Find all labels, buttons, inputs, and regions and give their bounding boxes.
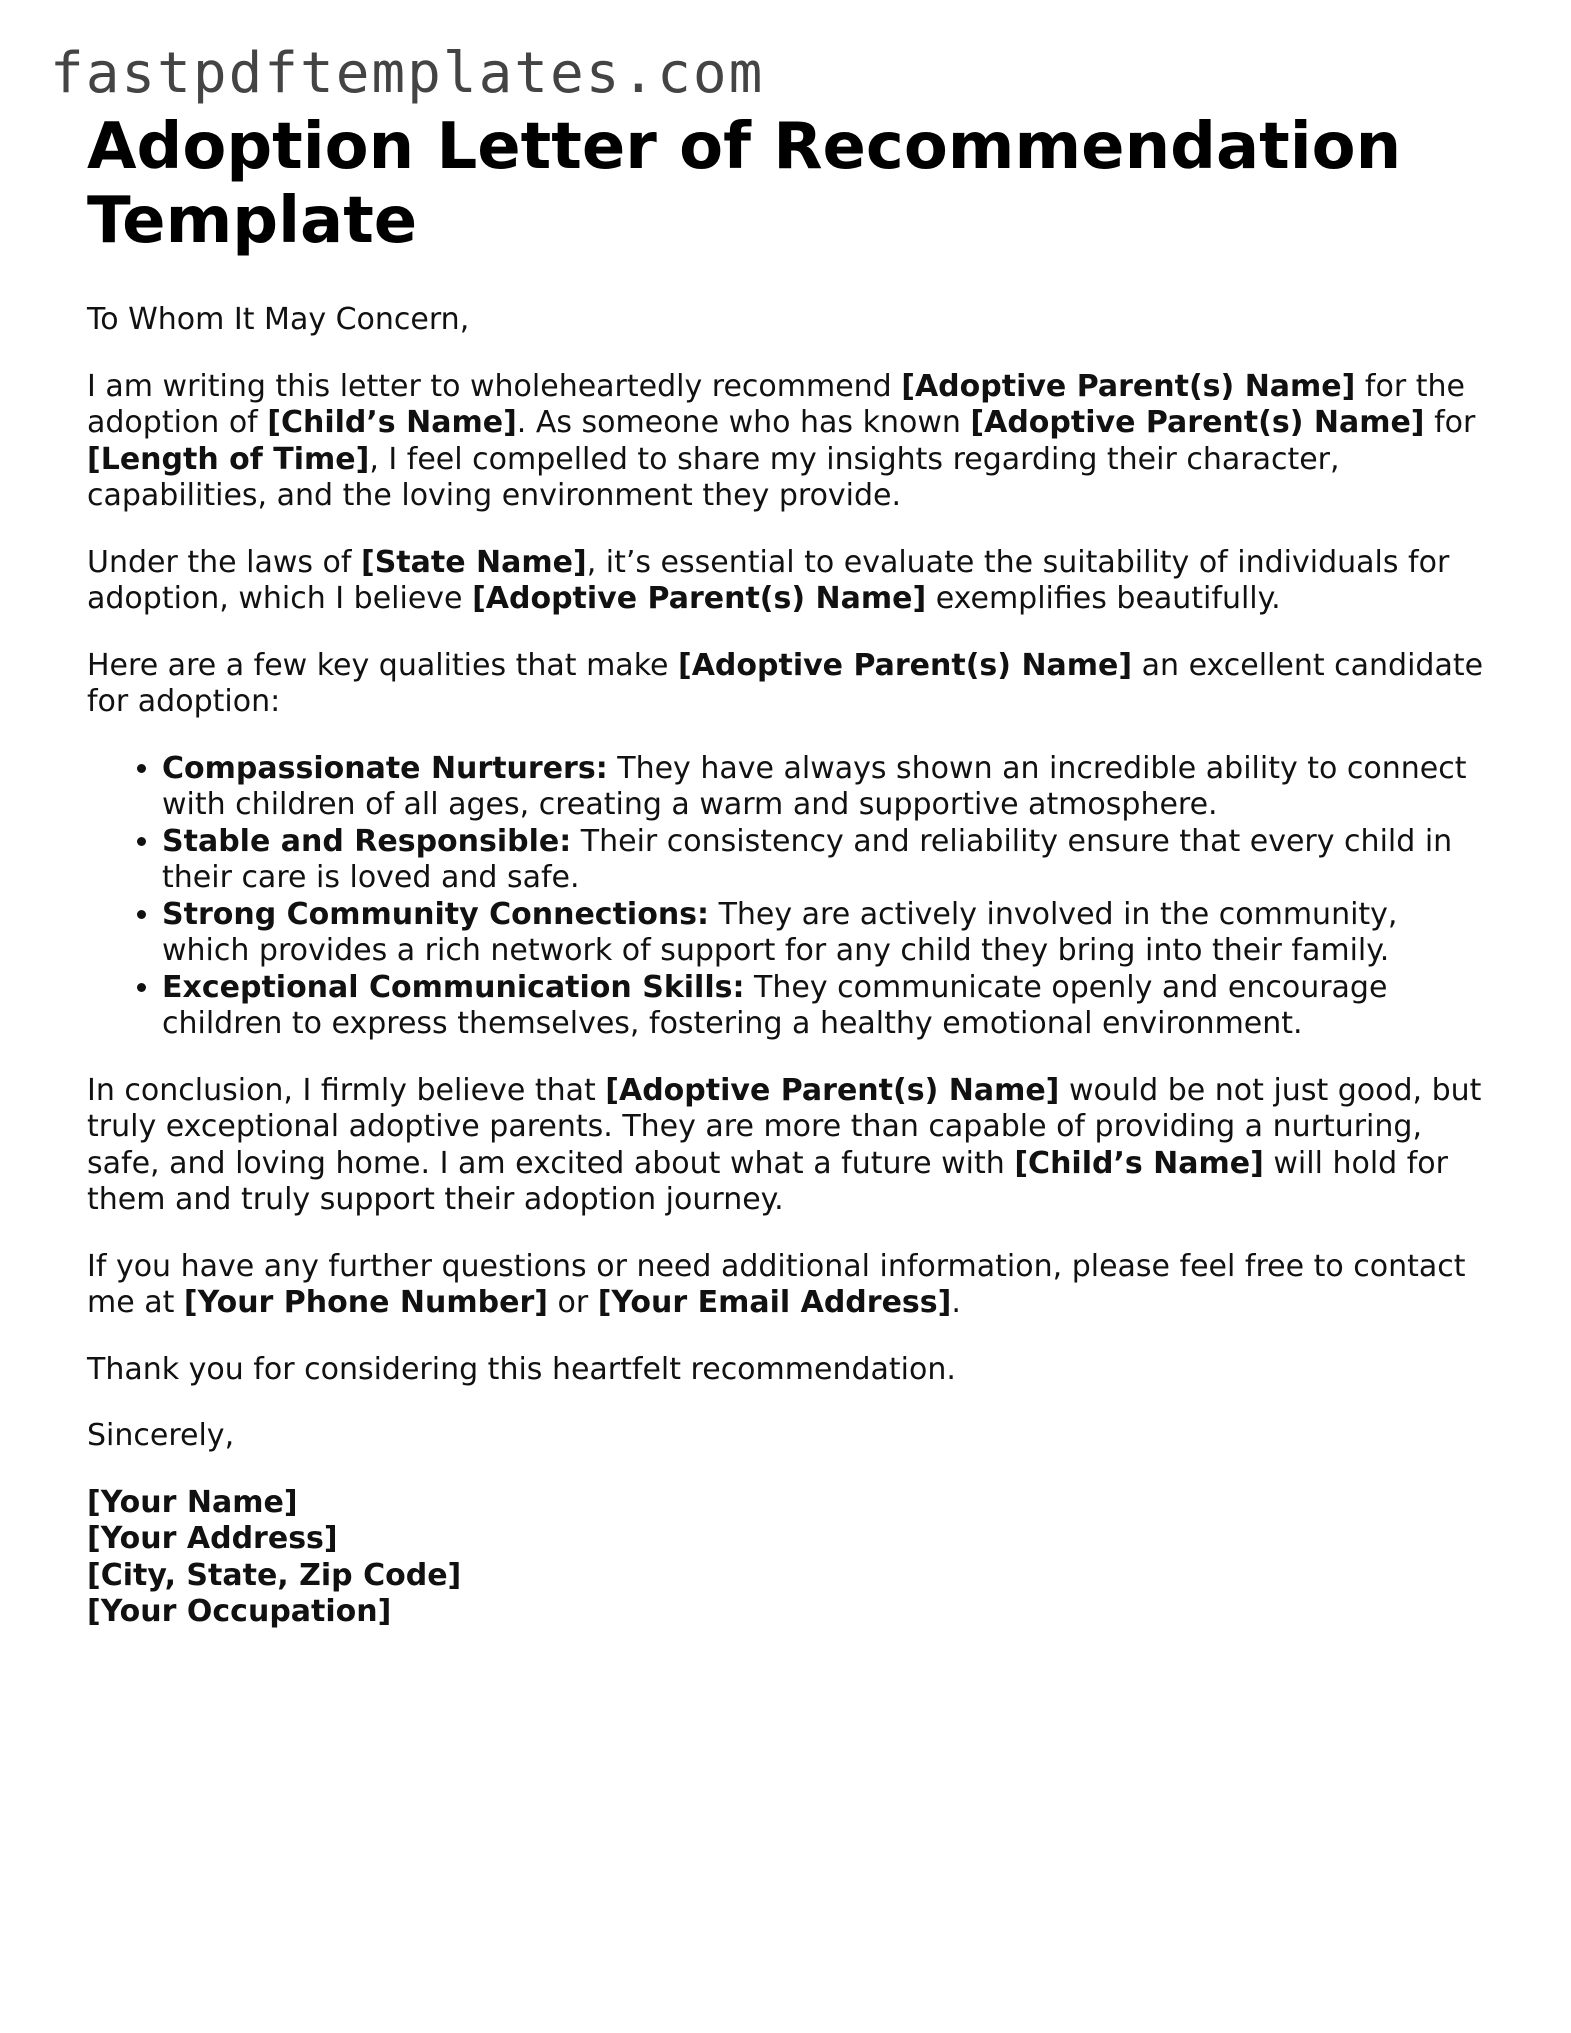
signature-occupation: [Your Occupation] <box>87 1594 392 1629</box>
placeholder-email-address: [Your Email Address] <box>597 1285 952 1320</box>
quality-label: Stable and Responsible: <box>162 823 572 859</box>
placeholder-parent-name: [Adoptive Parent(s) Name] <box>901 368 1356 404</box>
list-item <box>162 970 1487 1043</box>
qualities-list <box>87 751 1487 1043</box>
text-segment: will hold for them and truly support their adoption journey. <box>87 1145 1448 1217</box>
intro-paragraph <box>87 369 1487 515</box>
text-segment: , I feel compelled to share my insights regarding their character, capabilities, and the loving environment they provide. <box>87 441 1340 513</box>
signature-block <box>87 1485 1487 1631</box>
text-segment: In conclusion, I firmly believe that <box>87 1072 606 1108</box>
placeholder-state-name: [State Name] <box>360 544 587 580</box>
text-segment: If you have any further questions or need additional information, please feel free to contact me at <box>87 1248 1466 1320</box>
placeholder-parent-name: [Adoptive Parent(s) Name] <box>605 1072 1060 1108</box>
signature-name: [Your Name] <box>87 1484 298 1520</box>
quality-text: Their consistency and reliability ensure that every child in their care is loved and safe. <box>162 823 1453 895</box>
quality-text: They are actively involved in the community, which provides a rich network of support for any child they bring into their family. <box>162 896 1398 968</box>
placeholder-parent-name: [Adoptive Parent(s) Name] <box>678 647 1133 683</box>
qualities-intro-paragraph <box>87 648 1487 721</box>
text-segment: , it’s essential to evaluate the suitability of individuals for adoption, which I believe <box>87 544 1450 616</box>
text-segment: I am writing this letter to wholeheartedly recommend <box>87 368 902 404</box>
list-item <box>162 824 1487 897</box>
text-segment: for <box>1424 405 1476 440</box>
thanks-paragraph: Thank you for considering this heartfelt recommendation. <box>87 1351 956 1387</box>
closing: Sincerely, <box>87 1418 235 1453</box>
text-segment: exemplifies beautifully. <box>926 581 1281 616</box>
contact-paragraph <box>87 1249 1487 1322</box>
placeholder-child-name: [Child’s Name] <box>267 405 517 440</box>
text-segment: Under the laws of <box>87 544 361 580</box>
signature-city-state-zip: [City, State, Zip Code] <box>87 1557 462 1593</box>
quality-label: Strong Community Connections: <box>162 896 710 932</box>
list-item <box>162 897 1487 970</box>
salutation: To Whom It May Concern, <box>87 302 470 337</box>
conclusion-paragraph <box>87 1073 1487 1219</box>
text-segment: for the adoption of <box>87 368 1465 440</box>
text-segment: an excellent candidate for adoption: <box>87 647 1484 719</box>
text-segment: would be not just good, but truly exceptional adoptive parents. They are more than capable of providing a nurturing, safe, and loving home. I am excited about what a future with <box>87 1072 1482 1181</box>
text-segment: or <box>547 1285 598 1320</box>
signature-address: [Your Address] <box>87 1521 338 1556</box>
placeholder-phone-number: [Your Phone Number] <box>183 1285 548 1320</box>
quality-text: They communicate openly and encourage children to express themselves, fostering a healthy emotional environment. <box>162 969 1388 1041</box>
quality-label: Compassionate Nurturers: <box>162 750 608 786</box>
list-item <box>162 751 1487 824</box>
placeholder-length-of-time: [Length of Time] <box>87 441 370 477</box>
text-segment: . <box>951 1285 961 1320</box>
placeholder-child-name: [Child’s Name] <box>1014 1145 1264 1181</box>
placeholder-parent-name: [Adoptive Parent(s) Name] <box>472 581 927 616</box>
page-title: Adoption Letter of Recommendation Template <box>87 110 1402 258</box>
placeholder-parent-name: [Adoptive Parent(s) Name] <box>970 405 1425 440</box>
quality-label: Exceptional Communication Skills: <box>162 969 745 1005</box>
watermark: fastpdftemplates.com <box>50 41 765 106</box>
text-segment: . As someone who has known <box>516 405 971 440</box>
letter-body <box>87 110 1487 1631</box>
quality-text: They have always shown an incredible ability to connect with children of all ages, creating a warm and supportive atmosphere. <box>162 750 1467 822</box>
laws-paragraph <box>87 545 1487 618</box>
text-segment: Here are a few key qualities that make <box>87 647 678 683</box>
